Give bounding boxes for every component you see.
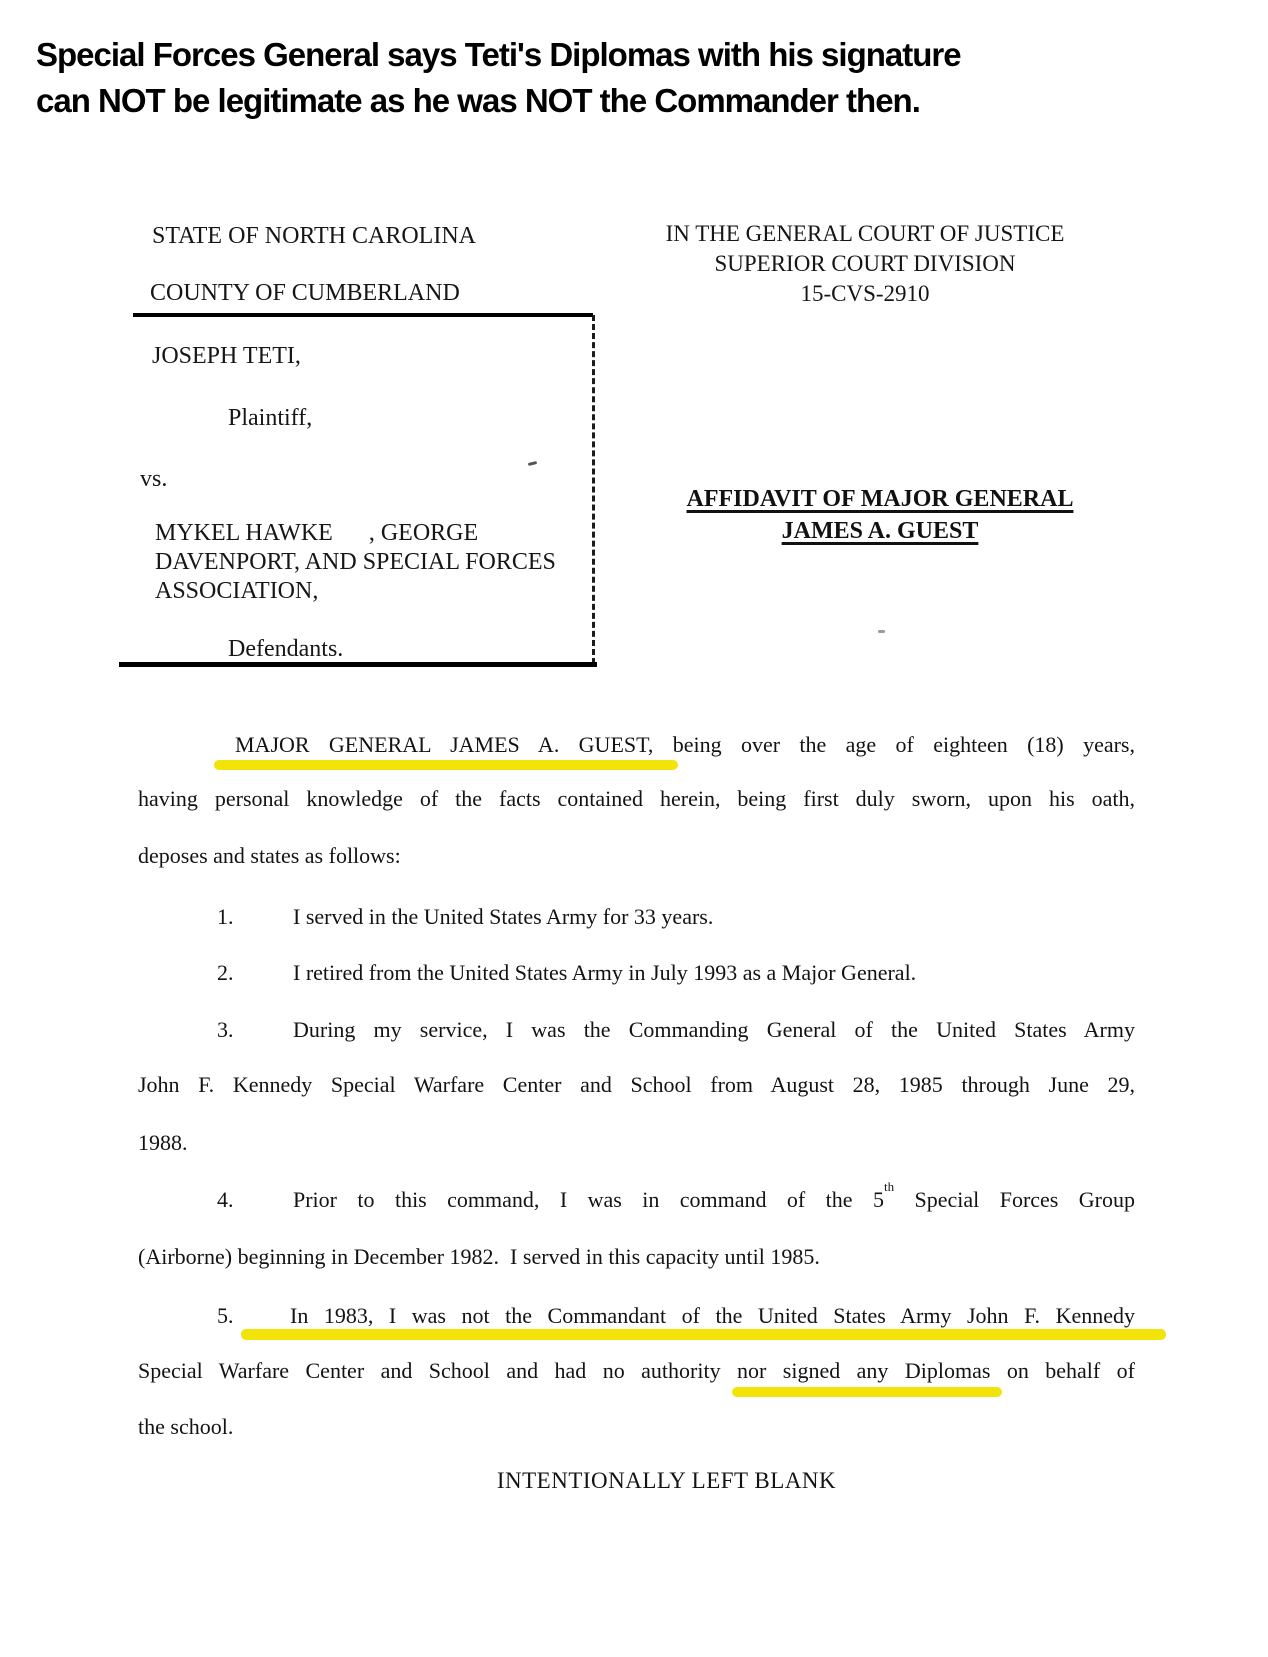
item-3-line-3: 1988. xyxy=(138,1130,188,1155)
item-4-line-1 xyxy=(138,1178,1135,1215)
opening-paragraph-line-2: having personal knowledge of the facts contained herein, being first duly sworn, upon his oath, xyxy=(138,786,1135,811)
item-5-line-2: Special Warfare Center and School and had no authority nor signed any Diplomas on behalf of xyxy=(138,1358,1135,1383)
opening-paragraph-line-3: deposes and states as follows: xyxy=(138,843,401,868)
defendant-names-line-1: MYKEL HAWKE , GEORGE xyxy=(155,520,479,546)
caption-top-rule xyxy=(133,313,593,317)
item-4-line-2: (Airborne) beginning in December 1982. I served in this capacity until 1985. xyxy=(138,1244,820,1269)
plaintiff-name: JOSEPH TETI, xyxy=(152,343,301,369)
affidavit-title-line-1: AFFIDAVIT OF MAJOR GENERAL xyxy=(686,486,1074,512)
item-3-number: 3. xyxy=(217,1017,234,1042)
caption-divider-dashed-line xyxy=(592,315,595,664)
item-4-line-1-text: Prior to this command, I was in command of the 5 xyxy=(293,1187,884,1212)
case-number: 15-CVS-2910 xyxy=(800,281,930,306)
court-division: SUPERIOR COURT DIVISION xyxy=(714,251,1016,276)
item-1-text: I served in the United States Army for 33 years. xyxy=(293,904,714,929)
caption-bottom-rule xyxy=(119,662,597,667)
headline-line-2: can NOT be legitimate as he was NOT the Commander then. xyxy=(36,82,920,119)
opening-paragraph-line-1: MAJOR GENERAL JAMES A. GUEST, being over the age of eighteen (18) years, xyxy=(235,732,1135,757)
item-5-number: 5. xyxy=(217,1303,234,1328)
court-header xyxy=(600,219,1130,309)
item-3-line-2: John F. Kennedy Special Warfare Center and School from August 28, 1985 through June 29, xyxy=(138,1072,1135,1097)
headline-line-1: Special Forces General says Teti's Diplomas with his signature xyxy=(36,36,961,73)
highlight-signed-diplomas xyxy=(732,1387,1002,1397)
intentionally-left-blank-notice: INTENTIONALLY LEFT BLANK xyxy=(496,1468,837,1493)
caption-state: STATE OF NORTH CAROLINA xyxy=(152,223,476,249)
court-name: IN THE GENERAL COURT OF JUSTICE xyxy=(665,221,1065,246)
item-5-line-3: the school. xyxy=(138,1414,234,1439)
scan-artifact xyxy=(528,461,537,466)
ordinal-superscript: th xyxy=(883,1178,895,1194)
item-1-number: 1. xyxy=(217,904,234,929)
defendant-role: Defendants. xyxy=(228,636,344,662)
scan-artifact xyxy=(878,630,885,633)
plaintiff-role: Plaintiff, xyxy=(228,405,313,431)
item-3-line-1: During my service, I was the Commanding General of the United States Army xyxy=(293,1017,1135,1042)
item-4-number: 4. xyxy=(217,1187,234,1212)
caption-county: COUNTY OF CUMBERLAND xyxy=(150,280,460,306)
item-2-text: I retired from the United States Army in July 1993 as a Major General. xyxy=(293,960,917,985)
item-4-line-1-text-cont: Special Forces Group xyxy=(894,1187,1135,1212)
defendant-names-line-2: DAVENPORT, AND SPECIAL FORCES xyxy=(155,549,556,575)
item-5-line-1: In 1983, I was not the Commandant of the United States Army John F. Kennedy xyxy=(290,1303,1135,1328)
highlight-affiant-name xyxy=(214,760,678,770)
affidavit-title xyxy=(620,483,1140,547)
defendant-names-line-3: ASSOCIATION, xyxy=(155,578,319,604)
affidavit-title-line-2: JAMES A. GUEST xyxy=(781,518,979,544)
item-2-number: 2. xyxy=(217,960,234,985)
versus-label: vs. xyxy=(140,466,168,492)
